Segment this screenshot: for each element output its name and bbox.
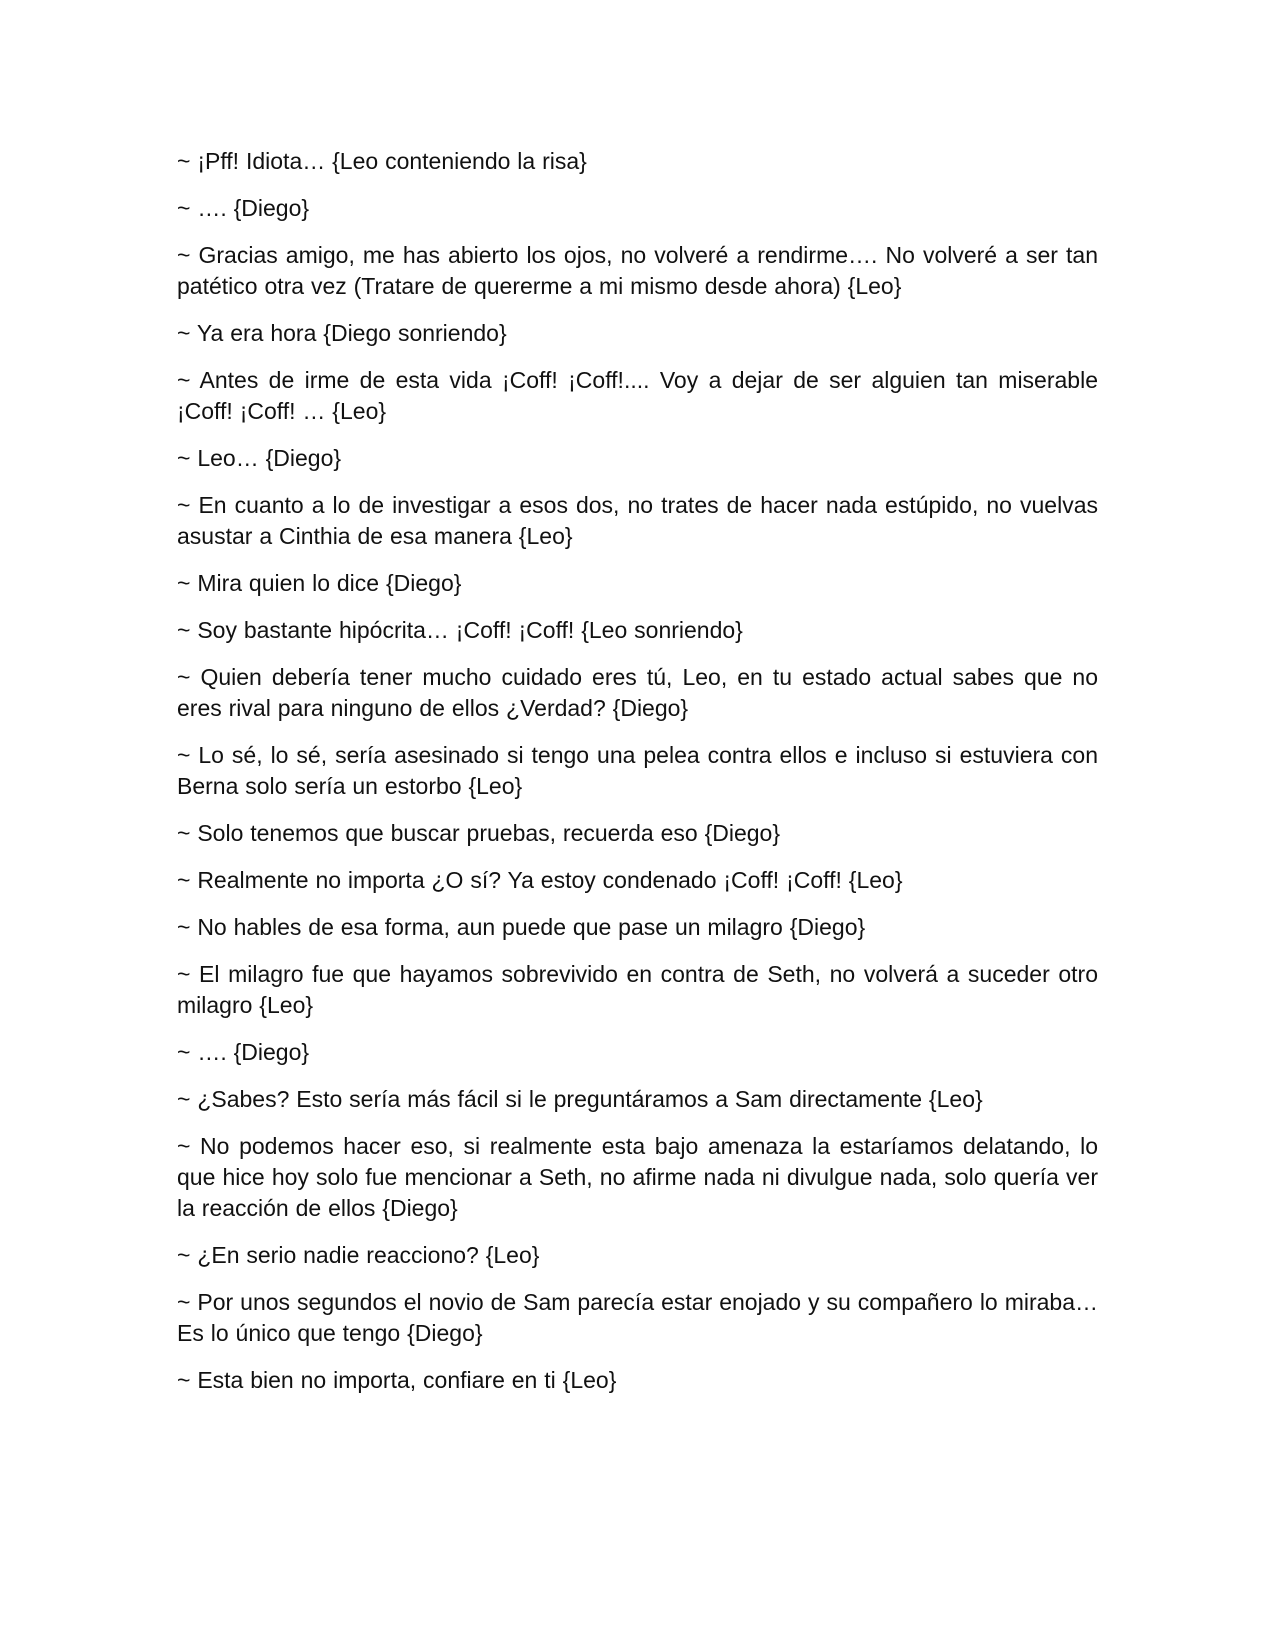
dialogue-line: ~ Ya era hora {Diego sonriendo}: [177, 320, 507, 346]
dialogue-line: ~ ¡Pff! Idiota… {Leo conteniendo la risa}: [177, 148, 587, 174]
dialogue-line: ~ ¿En serio nadie reacciono? {Leo}: [177, 1242, 540, 1268]
document-body: [177, 146, 1098, 1412]
dialogue-line: ~ No podemos hacer eso, si realmente esta bajo amenaza la estaríamos delatando, lo que hice hoy solo fue mencionar a Seth, no afirme nada ni divulgue nada, solo quería ver la reacción de ellos {Diego}: [177, 1133, 1098, 1221]
dialogue-line: ~ Por unos segundos el novio de Sam parecía estar enojado y su compañero lo miraba… Es lo único que tengo {Diego}: [177, 1289, 1098, 1346]
dialogue-line: ~ Quien debería tener mucho cuidado eres tú, Leo, en tu estado actual sabes que no eres rival para ninguno de ellos ¿Verdad? {Diego}: [177, 664, 1098, 721]
dialogue-line: ~ …. {Diego}: [177, 1039, 310, 1065]
dialogue-line: ~ Esta bien no importa, confiare en ti {Leo}: [177, 1367, 617, 1393]
dialogue-line: ~ El milagro fue que hayamos sobrevivido en contra de Seth, no volverá a suceder otro milagro {Leo}: [177, 961, 1098, 1018]
dialogue-line: ~ Mira quien lo dice {Diego}: [177, 570, 462, 596]
dialogue-line: ~ En cuanto a lo de investigar a esos dos, no trates de hacer nada estúpido, no vuelvas asustar a Cinthia de esa manera {Leo}: [177, 492, 1098, 549]
dialogue-line: ~ …. {Diego}: [177, 195, 310, 221]
dialogue-line: ~ No hables de esa forma, aun puede que pase un milagro {Diego}: [177, 914, 866, 940]
dialogue-line: ~ Lo sé, lo sé, sería asesinado si tengo una pelea contra ellos e incluso si estuviera con Berna solo sería un estorbo {Leo}: [177, 742, 1098, 799]
dialogue-line: ~ Realmente no importa ¿O sí? Ya estoy condenado ¡Coff! ¡Coff! {Leo}: [177, 867, 903, 893]
dialogue-line: ~ Antes de irme de esta vida ¡Coff! ¡Coff!.... Voy a dejar de ser alguien tan miserable ¡Coff! ¡Coff! … {Leo}: [177, 367, 1098, 424]
dialogue-line: ~ ¿Sabes? Esto sería más fácil si le preguntáramos a Sam directamente {Leo}: [177, 1086, 983, 1112]
dialogue-line: ~ Gracias amigo, me has abierto los ojos, no volveré a rendirme…. No volveré a ser tan patético otra vez (Tratare de quererme a mi mismo desde ahora) {Leo}: [177, 242, 1098, 299]
dialogue-line: ~ Leo… {Diego}: [177, 445, 342, 471]
dialogue-line: ~ Soy bastante hipócrita… ¡Coff! ¡Coff! {Leo sonriendo}: [177, 617, 743, 643]
dialogue-line: ~ Solo tenemos que buscar pruebas, recuerda eso {Diego}: [177, 820, 781, 846]
